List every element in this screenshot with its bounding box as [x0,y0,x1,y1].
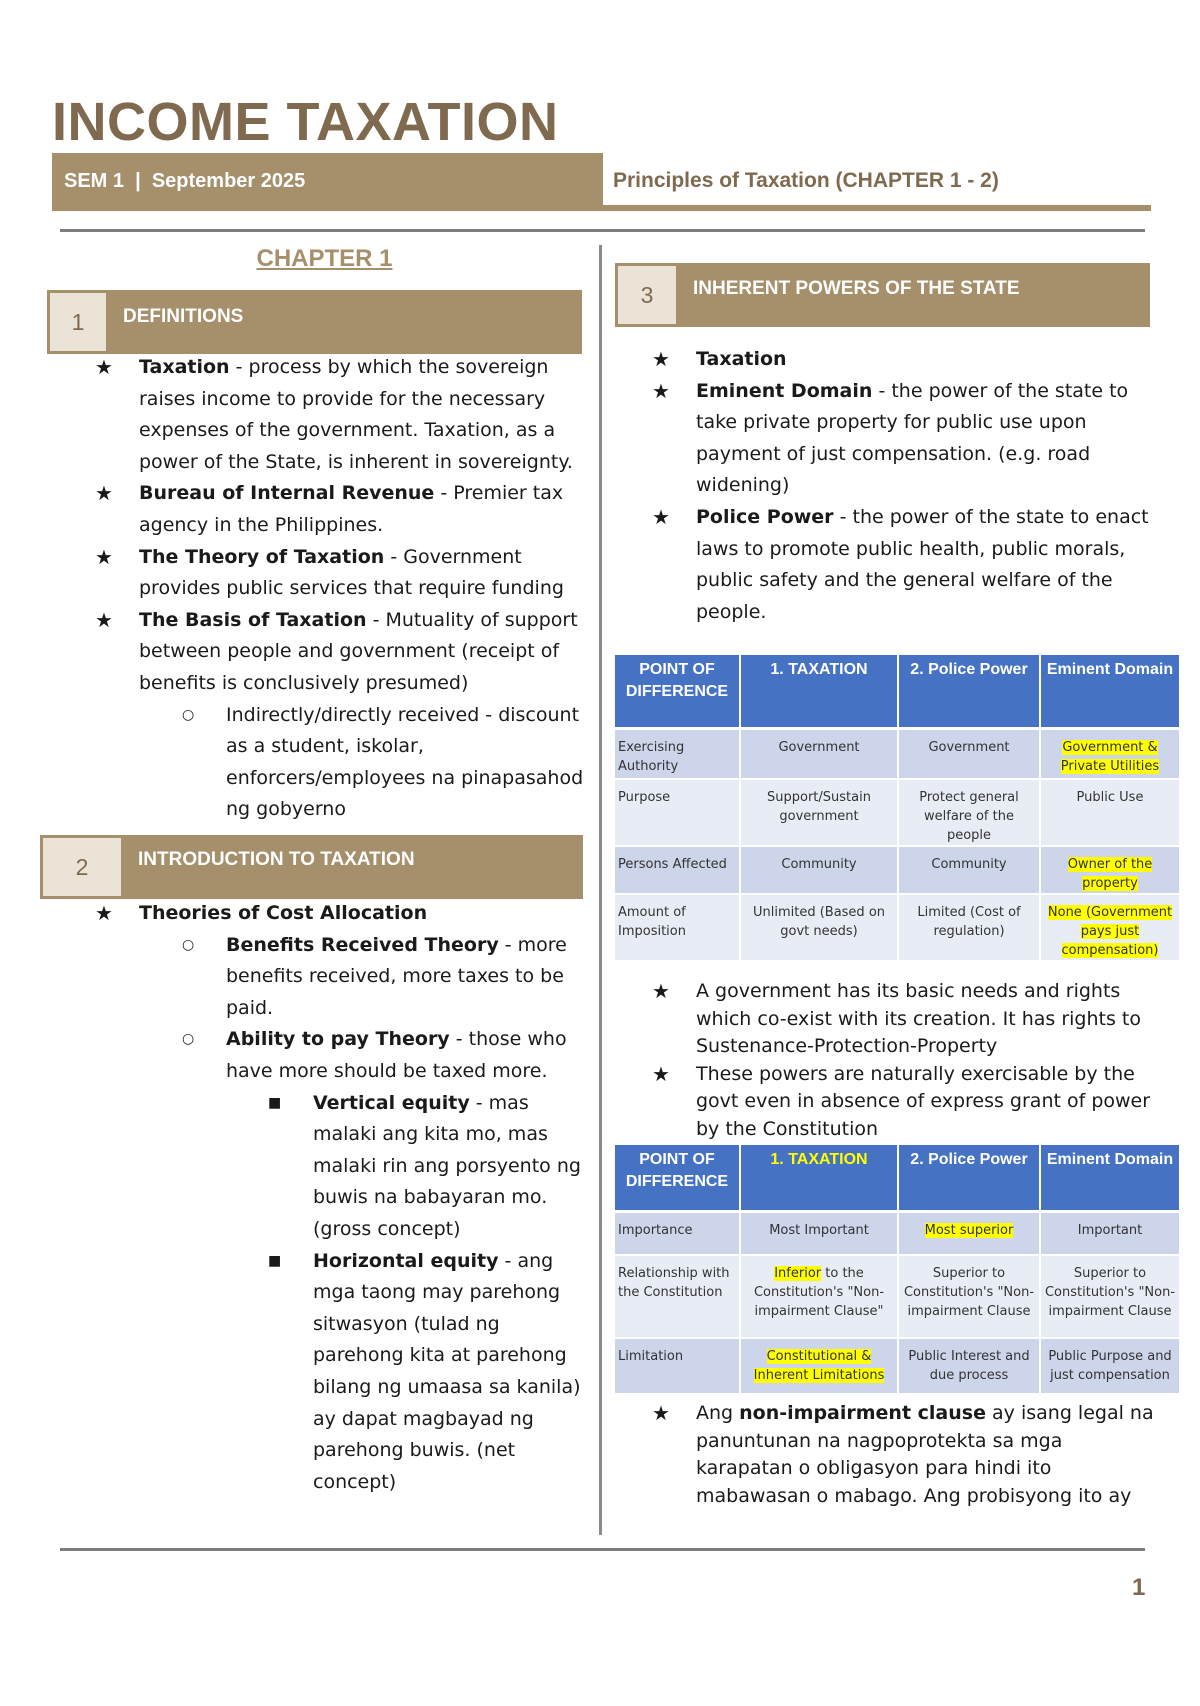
equity-text: - ang mga taong may parehong sitwasyon (tulad ng parehong kita at parehong bilang ng umaasa sa kanila) ay dapat magbayad ng parehong buwis. (net concept) [313,1249,581,1493]
equity-text: - mas malaki ang kita mo, mas malaki rin ang porsyento ng buwis na babayaran mo. (gross concept) [313,1091,581,1240]
star-bullet-icon: ★ [95,355,113,379]
star-bullet-icon: ★ [652,378,670,403]
list-item [95,478,595,541]
table-cell: Most Important [740,1211,898,1255]
table-cell: Important [1040,1211,1180,1255]
table-header-cell: Eminent Domain [1040,655,1180,728]
table-header-cell: 1. TAXATION [740,655,898,728]
table-cell [898,1211,1040,1255]
table-header-cell: 2. Police Power [898,1145,1040,1211]
circle-bullet-icon: ○ [182,936,195,953]
list-item [95,898,595,930]
star-bullet-icon: ★ [95,901,113,925]
table-cell: Amount of Imposition [615,894,740,961]
section-title: INHERENT POWERS OF THE STATE [679,263,1150,327]
theory-text: - more benefits received, more taxes to be paid. [226,933,567,1019]
table-row [615,1255,1180,1338]
list-item [652,978,1162,1061]
star-bullet-icon: ★ [652,347,670,371]
page-number: 1 [1132,1574,1146,1601]
table-header-cell: Eminent Domain [1040,1145,1180,1211]
term: Bureau of Internal Revenue [139,482,435,505]
circle-bullet-icon: ○ [182,706,195,723]
term: The Basis of Taxation [139,608,367,631]
definitions-list [95,352,595,826]
table-cell: Community [898,846,1040,894]
comparison-table-1 [615,655,1181,962]
term: Police Power [696,505,834,528]
term: The Theory of Taxation [139,545,385,568]
table-header-cell: 1. TAXATION [740,1145,898,1211]
table-cell: Public Purpose and just compensation [1040,1338,1180,1394]
star-bullet-icon: ★ [95,607,113,632]
table-header-cell: POINT OF DIFFERENCE [615,1145,740,1211]
table-cell: Purpose [615,779,740,846]
note-text: A government has its basic needs and rights which co-exist with its creation. It has rights to Sustenance-Protection-Property [696,980,1141,1057]
closing-text: ay isang legal na panuntunan na nagpoprotekta sa mga karapatan o obligasyon para hindi ito mabawasan o mabago. Ang probisyong ito ay [696,1402,1154,1507]
definition-text: - Premier tax agency in the Philippines. [139,482,564,536]
top-rule [60,229,1145,232]
highlighted-text: Constitutional & Inherent Limitations [753,1349,885,1383]
comparison-table-2 [615,1145,1181,1395]
list-item [652,376,1152,502]
table-cell: Limitation [615,1338,740,1394]
table-cell: Importance [615,1211,740,1255]
table-header-row [615,655,1180,728]
theory-text: - those who have more should be taxed more. [226,1028,567,1082]
table-row [615,779,1180,846]
circle-bullet-icon: ○ [182,1031,195,1048]
power-text: - the power of the state to enact laws to promote public health, public morals, public safety and the general welfare of the people. [696,505,1149,623]
star-bullet-icon: ★ [95,544,113,569]
section-definitions-header [47,290,582,354]
chapter-heading: CHAPTER 1 [256,245,393,272]
definition-text: - process by which the sovereign raises income to provide for the necessary expenses of the government. Taxation, as a power of the State, is inherent in sovereignty. [139,356,573,473]
term: Eminent Domain [696,379,873,402]
star-bullet-icon: ★ [652,1401,670,1425]
star-bullet-icon: ★ [652,1061,670,1086]
star-bullet-icon: ★ [95,481,113,506]
table-cell: Superior to Constitution's "Non-impairment Clause [898,1255,1040,1338]
table-cell: Superior to Constitution's "Non-impairment Clause [1040,1255,1180,1338]
definition-text: - Government provides public services that require funding [139,545,564,600]
power-text: - the power of the state to take private property for public use upon payment of just compensation. (e.g. road widening) [696,379,1129,497]
table-header-cell: 2. Police Power [898,655,1040,728]
table-cell: Government [740,728,898,779]
term: Taxation [139,356,230,378]
table-cell: Public Use [1040,779,1180,846]
table-cell: Exercising Authority [615,728,740,779]
header-accent-bar [603,205,1151,211]
bottom-rule [60,1548,1145,1551]
section-number: 2 [40,835,124,899]
list-item [95,605,595,700]
table-cell: Relationship with the Constitution [615,1255,740,1338]
table-cell: Community [740,846,898,894]
highlighted-text: None (Government pays just compensation) [1047,905,1173,958]
star-bullet-icon: ★ [652,504,670,529]
section-title: INTRODUCTION TO TAXATION [124,835,583,899]
column-divider [599,245,602,1535]
table-header-cell: POINT OF DIFFERENCE [615,655,740,728]
term: Vertical equity [313,1091,470,1114]
table-cell: Government [898,728,1040,779]
table-cell [740,1255,898,1338]
square-bullet-icon: ■ [268,1094,282,1111]
table-cell: Protect general welfare of the people [898,779,1040,846]
list-item [652,502,1152,628]
table-cell: Unlimited (Based on govt needs) [740,894,898,961]
section-title: DEFINITIONS [109,290,582,354]
note-text: These powers are naturally exercisable by the govt even in absence of express grant of power by the Constitution [696,1062,1151,1140]
table-row [615,1338,1180,1394]
intro-list [95,898,595,1498]
table-cell [1040,728,1180,779]
list-item [95,1246,595,1499]
notes-list [652,978,1162,1143]
term: Benefits Received Theory [226,933,499,956]
definition-text: - Mutuality of support between people and government (receipt of benefits is conclusively presumed) [139,608,578,694]
section-number: 1 [47,290,109,354]
table-row [615,894,1180,961]
highlighted-text: Inferior [774,1266,822,1281]
table-cell [740,1338,898,1394]
list-item [95,542,595,605]
list-item [95,930,595,1025]
term: Ability to pay Theory [226,1028,450,1051]
closing-paragraph [652,1400,1162,1510]
table-cell [1040,846,1180,894]
powers-list [652,344,1152,628]
list-item [95,352,595,478]
table-cell: Persons Affected [615,846,740,894]
term: Taxation [696,348,787,370]
table-cell: Limited (Cost of regulation) [898,894,1040,961]
section-powers-header [615,263,1150,327]
table-cell: Support/Sustain government [740,779,898,846]
list-item [95,1088,595,1246]
section-intro-header [40,835,583,899]
star-bullet-icon: ★ [652,979,670,1003]
list-item [652,344,1152,376]
highlighted-text: Government & Private Utilities [1060,739,1160,774]
document-title: INCOME TAXATION [52,92,559,152]
table-cell: Public Interest and due process [898,1338,1040,1394]
list-item [95,1024,595,1087]
term: non-impairment clause [739,1402,986,1424]
table-cell [1040,894,1180,961]
highlighted-text: Owner of the property [1067,857,1153,891]
table-row [615,728,1180,779]
sub-item-text: Indirectly/directly received - discount as a student, iskolar, enforcers/employees na pinapasahod ng gobyerno [226,703,584,821]
term: Horizontal equity [313,1249,499,1272]
header-semester-date: SEM 1 | September 2025 [52,153,603,211]
closing-text: Ang [696,1402,740,1424]
term: Theories of Cost Allocation [139,902,428,924]
square-bullet-icon: ■ [268,1252,282,1269]
table-row [615,846,1180,894]
cell-text: to the Constitution's "Non-impairment Clause" [753,1266,885,1319]
table-header-row [615,1145,1180,1211]
table-row [615,1211,1180,1255]
list-item [652,1061,1162,1144]
list-item [95,700,595,826]
header-subtitle: Principles of Taxation (CHAPTER 1 - 2) [613,169,999,192]
highlighted-text: Most superior [924,1222,1014,1238]
list-item [652,1400,1162,1510]
section-number: 3 [615,263,679,327]
